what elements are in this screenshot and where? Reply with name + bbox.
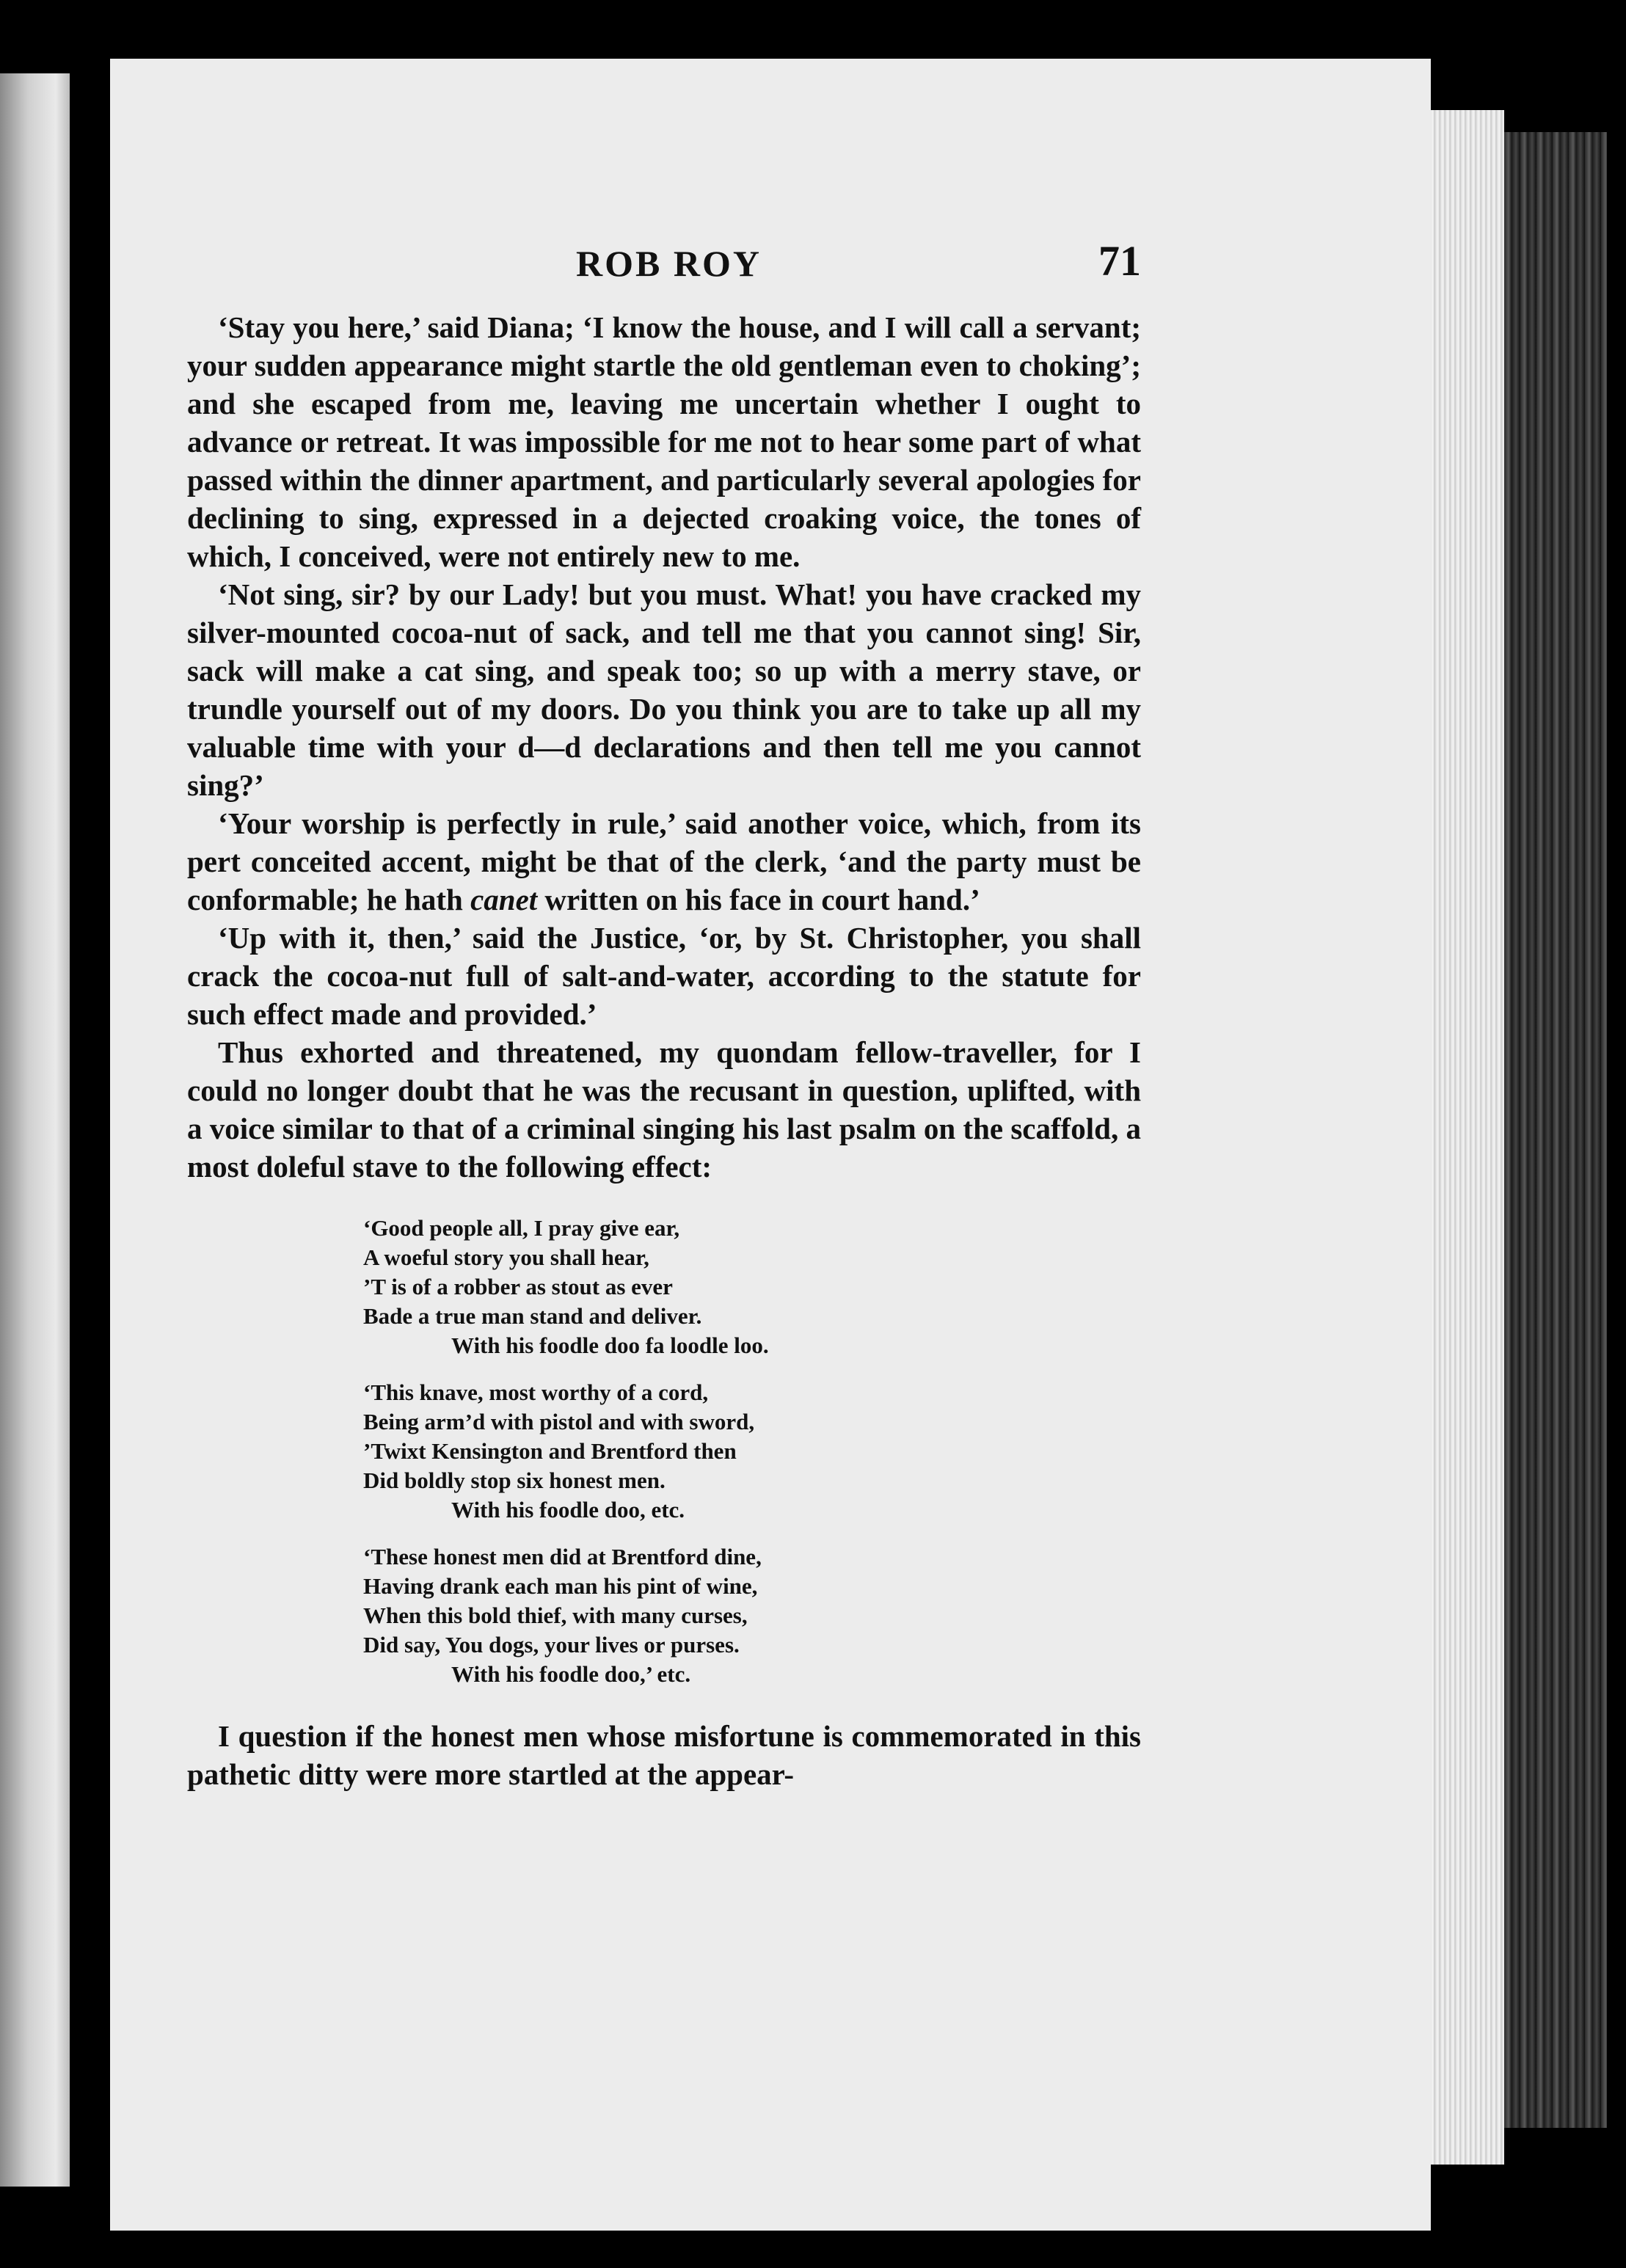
page-header bbox=[187, 220, 1141, 293]
stanza bbox=[363, 1214, 1141, 1360]
verse-line: Being arm’d with pistol and with sword, bbox=[363, 1409, 755, 1434]
verse-refrain: With his foodle doo,’ etc. bbox=[451, 1661, 691, 1687]
page-number: 71 bbox=[1098, 237, 1141, 285]
verse-line: Did boldly stop six honest men. bbox=[363, 1467, 666, 1493]
verse-line: ’Twixt Kensington and Brentford then bbox=[363, 1438, 737, 1464]
book-gutter bbox=[70, 44, 114, 2238]
paragraph: ‘Not sing, sir? by our Lady! but you must. What! you have cracked my silver-mounted cocoa-nut of sack, and tell me that you cannot sing! Sir, sack will make a cat sing, and speak too; so up with a merry stave, or trundle yourself out of my doors. Do you think you are to take up all my valuable time with your d—d declarations and then tell me you cannot sing?’ bbox=[187, 577, 1141, 802]
paragraph: ‘Stay you here,’ said Diana; ‘I know the house, and I will call a servant; your sudden appearance might startle the old gentleman even to choking’; and she escaped from me, leaving me uncertain whether I ought to advance or retreat. It was impossible for me not to hear some part of what passed within the dinner apartment, and particularly several apologies for declining to sing, expressed in a dejected croaking voice, the tones of which, I conceived, were not entirely new to me. bbox=[187, 310, 1141, 573]
paragraph-text: written on his face in court hand.’ bbox=[537, 883, 980, 916]
previous-page-edge bbox=[0, 73, 70, 2187]
paragraph: ‘Up with it, then,’ said the Justice, ‘or, by St. Christopher, you shall crack the cocoa-nut full of salt-and-water, according to the statute for such effect made and provided.’ bbox=[187, 921, 1141, 1031]
page-body bbox=[187, 308, 1141, 1793]
paragraph bbox=[187, 804, 1141, 919]
verse-line: A woeful story you shall hear, bbox=[363, 1244, 649, 1270]
verse-line: Did say, You dogs, your lives or purses. bbox=[363, 1632, 740, 1658]
running-head: ROB ROY bbox=[576, 243, 762, 284]
page-fore-edge bbox=[1431, 110, 1504, 2165]
verse-line: When this bold thief, with many curses, bbox=[363, 1602, 748, 1628]
stanza bbox=[363, 1542, 1141, 1689]
closing-paragraph: I question if the honest men whose misfortune is commemorated in this pathetic ditty were more startled at the appear- bbox=[187, 1719, 1141, 1791]
italic-word: canet bbox=[470, 883, 538, 916]
verse-line: ’T is of a robber as stout as ever bbox=[363, 1274, 673, 1299]
verse-line: ‘Good people all, I pray give ear, bbox=[363, 1215, 680, 1241]
verse-line: ‘These honest men did at Brentford dine, bbox=[363, 1544, 762, 1569]
stanza bbox=[363, 1378, 1141, 1525]
book-binding-edge bbox=[1504, 132, 1607, 2128]
verse-line: ‘This knave, most worthy of a cord, bbox=[363, 1379, 709, 1405]
verse-line: Having drank each man his pint of wine, bbox=[363, 1573, 758, 1599]
verse-refrain: With his foodle doo fa loodle loo. bbox=[451, 1332, 769, 1358]
paragraph-text: ‘Your worship is perfectly in rule,’ said another voice, which, from its pert conceited accent, might be that of the clerk, ‘and the party must be conformable; he hath bbox=[187, 806, 1141, 916]
ballad-verse bbox=[363, 1214, 1141, 1689]
verse-refrain: With his foodle doo, etc. bbox=[451, 1497, 685, 1523]
paragraph: Thus exhorted and threatened, my quondam fellow-traveller, for I could no longer doubt that he was the recusant in question, uplifted, with a voice similar to that of a criminal singing his last psalm on the scaffold, a most doleful stave to the following effect: bbox=[187, 1035, 1141, 1184]
verse-line: Bade a true man stand and deliver. bbox=[363, 1303, 702, 1329]
